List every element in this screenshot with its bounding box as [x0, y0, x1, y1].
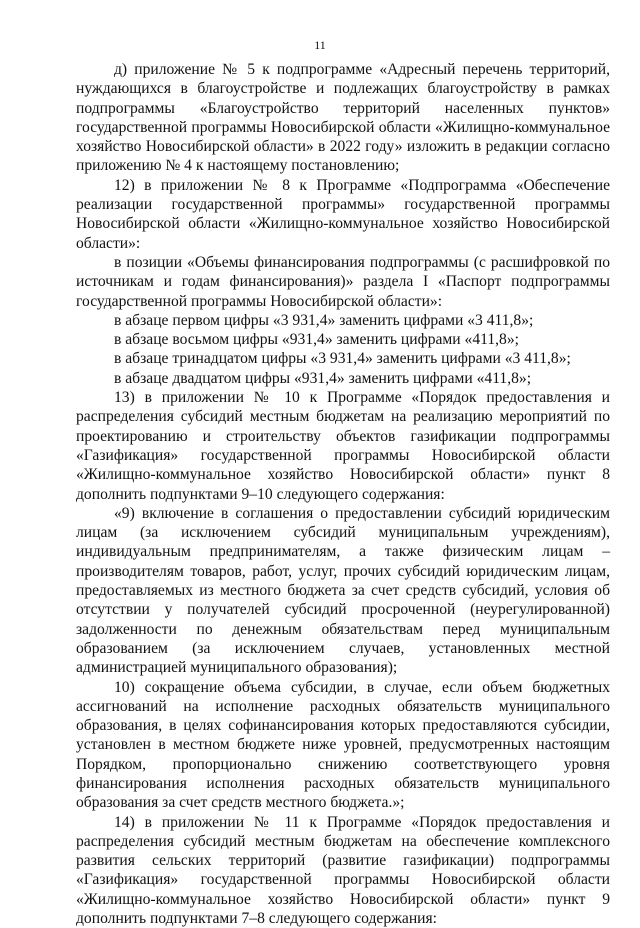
- paragraph-abzac-1: в абзаце первом цифры «3 931,4» заменить цифрами «3 411,8»;: [114, 311, 534, 329]
- paragraph-abzac-20: в абзаце двадцатом цифры «931,4» заменить цифрами «411,8»;: [114, 369, 532, 387]
- page-number: 11: [314, 38, 326, 52]
- paragraph-item-14: 14) в приложении № 11 к Программе «Порядок предоставления и распределения субсидий местным бюджетам на обеспечение комплексного развития сельских территорий (развитие газификации) подпрограммы «Газификация» государственной программы Новосибирской области «Жилищно-коммунальное хозяйство Новосибирской области» пункт 9 дополнить подпунктами 7–8 следующего содержания:: [76, 813, 610, 928]
- paragraph-item-13: 13) в приложении № 10 к Программе «Порядок предоставления и распределения субсидий местным бюджетам на реализацию мероприятий по проектированию и строительству объектов газификации подпрограммы «Газификация» государственной программы Новосибирской области «Жилищно-коммунальное хозяйство Новосибирской области» пункт 8 дополнить подпунктами 9–10 следующего содержания:: [76, 389, 610, 503]
- document-body: [76, 60, 610, 928]
- paragraph-item-12: 12) в приложении № 8 к Программе «Подпрограмма «Обеспечение реализации государственной программы» государственной программы Новосибирской области «Жилищно-коммунальное хозяйство Новосибирской области»:: [76, 176, 610, 252]
- paragraph-abzac-13: в абзаце тринадцатом цифры «3 931,4» заменить цифрами «3 411,8»;: [114, 350, 571, 368]
- paragraph-abzac-8: в абзаце восьмом цифры «931,4» заменить цифрами «411,8»;: [114, 331, 519, 349]
- paragraph-financing-position: в позиции «Объемы финансирования подпрограммы (с расшифровкой по источникам и годам финансирования)» раздела I «Паспорт подпрограммы государственной программы Новосибирской области»:: [76, 253, 610, 310]
- paragraph-subitem-9: «9) включение в соглашения о предоставлении субсидий юридическим лицам (за исключением субсидий муниципальным учреждениям), индивидуальным предпринимателям, а также физическим лицам – производителям товаров, работ, услуг, прочих субсидий юридическим лицам, предоставляемых из местного бюджета за счет средств субсидий, условия об отсутствии у получателей субсидий просроченной (неурегулированной) задолженности по денежным обязательствам перед муниципальным образованием (за исключением случаев, установленных местной администрацией муниципального образования);: [76, 504, 610, 677]
- paragraph-subitem-10: 10) сокращение объема субсидии, в случае, если объем бюджетных ассигнований на исполнение расходных обязательств муниципального образования, в целях софинансирования которых предоставляются субсидии, установлен в местном бюджете ниже уровней, предусмотренных настоящим Порядком, пропорционально снижению соответствующего уровня финансирования исполнения расходных обязательств муниципального образования за счет средств местного бюджета.»;: [76, 678, 610, 812]
- paragraph-item-d: д) приложение № 5 к подпрограмме «Адресный перечень территорий, нуждающихся в благоустройстве и подлежащих благоустройству в рамках подпрограммы «Благоустройство территорий населенных пунктов» государственной программы Новосибирской области «Жилищно-коммунальное хозяйство Новосибирской области» в 2022 году» изложить в редакции согласно приложению № 4 к настоящему постановлению;: [76, 61, 610, 175]
